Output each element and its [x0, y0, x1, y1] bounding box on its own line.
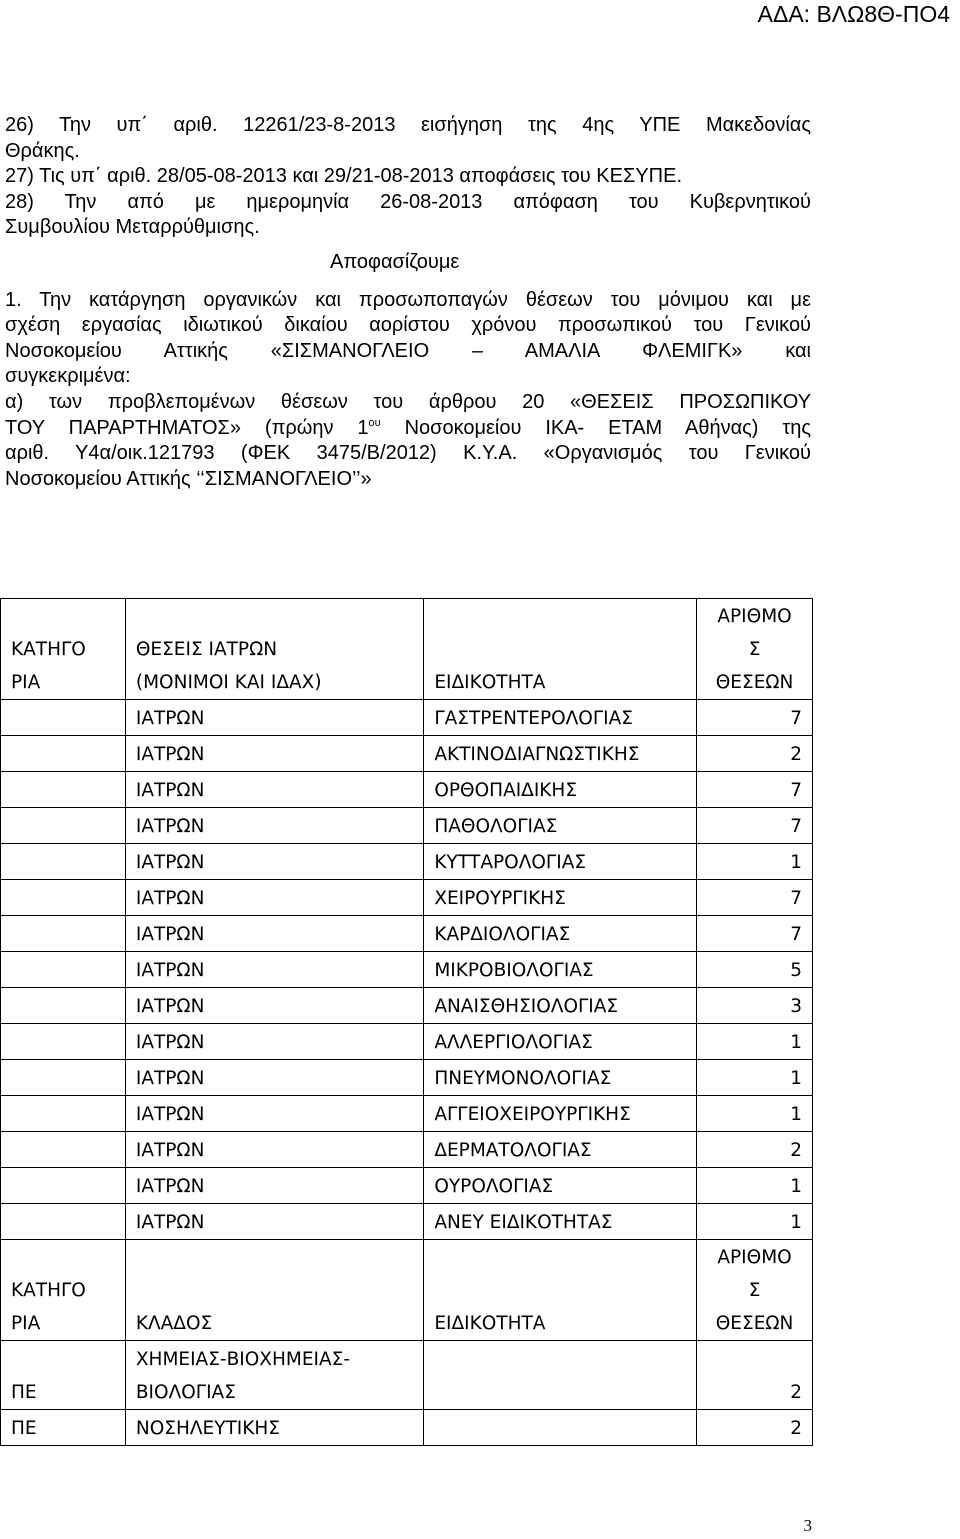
row-specialty: ΑΝΑΙΣΘΗΣΙΟΛΟΓΙΑΣ	[424, 988, 697, 1024]
row-category: ΠΕ	[1, 1410, 126, 1446]
row-position: ΙΑΤΡΩΝ	[125, 952, 423, 988]
row-specialty: ΟΥΡΟΛΟΓΙΑΣ	[424, 1168, 697, 1204]
table-row	[1, 736, 813, 772]
row-specialty: ΜΙΚΡΟΒΙΟΛΟΓΙΑΣ	[424, 952, 697, 988]
row-specialty: ΧΕΙΡΟΥΡΓΙΚΗΣ	[424, 880, 697, 916]
row-category	[1, 1096, 126, 1132]
paragraph-a-line4: Νοσοκομείου Αττικής ‘‘ΣΙΣΜΑΝΟΓΛΕΙΟ’’»	[5, 467, 372, 490]
row-specialty: ΑΚΤΙΝΟΔΙΑΓΝΩΣΤΙΚΗΣ	[424, 736, 697, 772]
row-specialty	[424, 1410, 697, 1446]
table-row	[1, 1024, 813, 1060]
row-position: ΙΑΤΡΩΝ	[125, 736, 423, 772]
row-position: ΙΑΤΡΩΝ	[125, 1204, 423, 1240]
row-category	[1, 1024, 126, 1060]
row-category	[1, 1204, 126, 1240]
row-count: 5	[697, 952, 813, 988]
header2-branch: ΚΛΑΔΟΣ	[125, 1240, 423, 1341]
row-category: ΠΕ	[1, 1341, 126, 1410]
row-count: 1	[697, 844, 813, 880]
paragraph-1-line2: σχέση εργασίας ιδιωτικού δικαίου αορίστου χρόνου προσωπικού του Γενικού	[5, 314, 811, 337]
row-category	[1, 808, 126, 844]
row-specialty	[424, 1341, 697, 1410]
row-branch: ΝΟΣΗΛΕΥΤΙΚΗΣ	[125, 1410, 423, 1446]
row-count: 2	[697, 1410, 813, 1446]
row-count: 7	[697, 808, 813, 844]
row-specialty: ΑΝΕΥ ΕΙΔΙΚΟΤΗΤΑΣ	[424, 1204, 697, 1240]
decision-heading: Αποφασίζουμε	[330, 250, 460, 273]
header-category: ΚΑΤΗΓΟ ΡΙΑ	[1, 599, 126, 700]
paragraph-28: 28) Την από με ημερομηνία 26-08-2013 απόφαση του Κυβερνητικού	[5, 190, 811, 213]
row-category	[1, 880, 126, 916]
row-specialty: ΟΡΘΟΠΑΙΔΙΚΗΣ	[424, 772, 697, 808]
paragraph-26-cont: Θράκης.	[5, 139, 80, 162]
table-row	[1, 1341, 813, 1410]
row-count: 1	[697, 1024, 813, 1060]
row-position: ΙΑΤΡΩΝ	[125, 1024, 423, 1060]
row-specialty: ΑΓΓΕΙΟΧΕΙΡΟΥΡΓΙΚΗΣ	[424, 1096, 697, 1132]
table-row	[1, 700, 813, 736]
paragraph-a-line2	[5, 416, 811, 442]
row-category	[1, 736, 126, 772]
row-specialty: ΚΑΡΔΙΟΛΟΓΙΑΣ	[424, 916, 697, 952]
document-body	[5, 113, 811, 492]
row-position: ΙΑΤΡΩΝ	[125, 700, 423, 736]
table-row	[1, 1410, 813, 1446]
table-row	[1, 1060, 813, 1096]
header-positions: ΘΕΣΕΙΣ ΙΑΤΡΩΝ (ΜΟΝΙΜΟΙ ΚΑΙ ΙΔΑΧ)	[125, 599, 423, 700]
row-category	[1, 988, 126, 1024]
row-category	[1, 700, 126, 736]
paragraph-1-line3: Νοσοκομείου Αττικής «ΣΙΣΜΑΝΟΓΛΕΙΟ – ΑΜΑΛΙΑ ΦΛΕΜΙΓΚ» και	[5, 339, 811, 362]
table-header-2	[1, 1240, 813, 1341]
row-category	[1, 1168, 126, 1204]
row-specialty: ΚΥΤΤΑΡΟΛΟΓΙΑΣ	[424, 844, 697, 880]
row-count: 7	[697, 880, 813, 916]
table-row	[1, 988, 813, 1024]
row-category	[1, 916, 126, 952]
paragraph-a-line2-post: Νοσοκομείου ΙΚΑ- ΕΤΑΜ Αθήνας) της	[380, 416, 811, 439]
table-row	[1, 808, 813, 844]
row-position: ΙΑΤΡΩΝ	[125, 1168, 423, 1204]
header-count: ΑΡΙΘΜΟ Σ ΘΕΣΕΩΝ	[697, 599, 813, 700]
row-count: 2	[697, 1341, 813, 1410]
table-header	[1, 599, 813, 700]
paragraph-28-cont: Συμβουλίου Μεταρρύθμισης.	[5, 216, 260, 239]
row-count: 7	[697, 916, 813, 952]
paragraph-a-line3: αριθ. Υ4α/οικ.121793 (ΦΕΚ 3475/Β/2012) Κ.Υ.Α. «Οργανισμός του Γενικού	[5, 442, 811, 465]
row-category	[1, 772, 126, 808]
ordinal-suffix: ου	[368, 416, 381, 429]
header2-category: ΚΑΤΗΓΟ ΡΙΑ	[1, 1240, 126, 1341]
row-specialty: ΠΝΕΥΜΟΝΟΛΟΓΙΑΣ	[424, 1060, 697, 1096]
paragraph-1-line1: 1. Την κατάργηση οργανικών και προσωποπαγών θέσεων του μόνιμου και με	[5, 288, 811, 311]
table-row	[1, 1204, 813, 1240]
row-position: ΙΑΤΡΩΝ	[125, 916, 423, 952]
table-row	[1, 880, 813, 916]
table-row	[1, 772, 813, 808]
row-category	[1, 1132, 126, 1168]
header-specialty: ΕΙΔΙΚΟΤΗΤΑ	[424, 599, 697, 700]
row-count: 2	[697, 736, 813, 772]
row-position: ΙΑΤΡΩΝ	[125, 1060, 423, 1096]
row-count: 7	[697, 772, 813, 808]
paragraph-a-line2-pre: ΤΟΥ ΠΑΡΑΡΤΗΜΑΤΟΣ» (πρώην 1	[5, 416, 369, 439]
row-category	[1, 1060, 126, 1096]
row-position: ΙΑΤΡΩΝ	[125, 880, 423, 916]
row-count: 3	[697, 988, 813, 1024]
row-count: 7	[697, 700, 813, 736]
row-position: ΙΑΤΡΩΝ	[125, 772, 423, 808]
row-position: ΙΑΤΡΩΝ	[125, 808, 423, 844]
table-row	[1, 1132, 813, 1168]
table-row	[1, 844, 813, 880]
row-position: ΙΑΤΡΩΝ	[125, 1096, 423, 1132]
row-specialty: ΠΑΘΟΛΟΓΙΑΣ	[424, 808, 697, 844]
table-row	[1, 952, 813, 988]
page-number: 3	[803, 1516, 812, 1535]
row-specialty: ΔΕΡΜΑΤΟΛΟΓΙΑΣ	[424, 1132, 697, 1168]
row-count: 1	[697, 1204, 813, 1240]
row-position: ΙΑΤΡΩΝ	[125, 844, 423, 880]
row-count: 2	[697, 1132, 813, 1168]
row-specialty: ΑΛΛΕΡΓΙΟΛΟΓΙΑΣ	[424, 1024, 697, 1060]
ada-code: ΑΔΑ: ΒΛΩ8Θ-ΠΟ4	[757, 1, 950, 27]
row-branch: ΧΗΜΕΙΑΣ-ΒΙΟΧΗΜΕΙΑΣ- ΒΙΟΛΟΓΙΑΣ	[125, 1341, 423, 1410]
positions-table	[0, 598, 813, 1446]
table-row	[1, 1096, 813, 1132]
paragraph-1-line4: συγκεκριμένα:	[5, 365, 131, 388]
row-specialty: ΓΑΣΤΡΕΝΤΕΡΟΛΟΓΙΑΣ	[424, 700, 697, 736]
row-position: ΙΑΤΡΩΝ	[125, 1132, 423, 1168]
table-row	[1, 916, 813, 952]
header2-specialty: ΕΙΔΙΚΟΤΗΤΑ	[424, 1240, 697, 1341]
row-category	[1, 844, 126, 880]
table-row	[1, 1168, 813, 1204]
row-count: 1	[697, 1168, 813, 1204]
row-category	[1, 952, 126, 988]
paragraph-a-line1: α) των προβλεπομένων θέσεων του άρθρου 20 «ΘΕΣΕΙΣ ΠΡΟΣΩΠΙΚΟΥ	[5, 390, 811, 413]
header2-count: ΑΡΙΘΜΟ Σ ΘΕΣΕΩΝ	[697, 1240, 813, 1341]
row-count: 1	[697, 1060, 813, 1096]
row-count: 1	[697, 1096, 813, 1132]
paragraph-27: 27) Τις υπ΄ αριθ. 28/05-08-2013 και 29/21-08-2013 αποφάσεις του ΚΕΣΥΠΕ.	[5, 165, 683, 188]
paragraph-26: 26) Την υπ΄ αριθ. 12261/23-8-2013 εισήγηση της 4ης ΥΠΕ Μακεδονίας	[5, 114, 811, 136]
row-position: ΙΑΤΡΩΝ	[125, 988, 423, 1024]
